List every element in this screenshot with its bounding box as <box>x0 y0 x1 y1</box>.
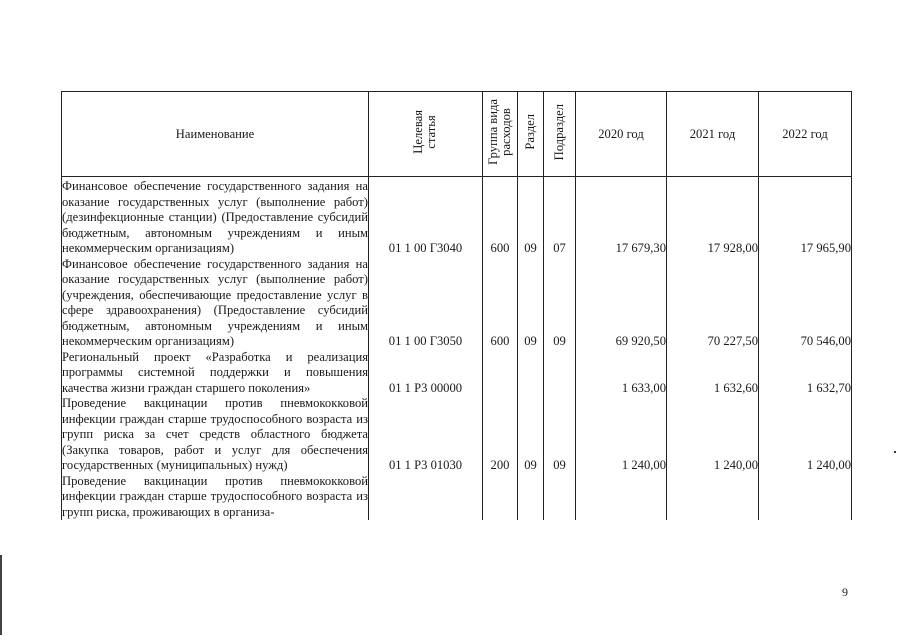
row-target: 01 1 Р3 01030 <box>369 396 483 474</box>
row-name: Финансовое обеспечение государственного задания на оказание государственных услуг (выполнение работ) (учреждения, обеспечивающие предоставление услуг в сфере здравоохранения) (Предоставление субсидий бюджетным, автономным учреждениям и иным некоммерческим организациям) <box>62 256 368 348</box>
row-2021: 1 240,00 <box>667 396 759 474</box>
row-group: 200 <box>483 396 518 474</box>
header-subsection: Подраздел <box>544 92 576 177</box>
row-2022: 1 240,00 <box>759 396 852 474</box>
row-2020: 1 633,00 <box>576 350 667 397</box>
table-row <box>62 474 852 521</box>
row-section <box>518 350 544 397</box>
row-target <box>369 474 483 521</box>
header-2020: 2020 год <box>576 92 667 177</box>
row-subsection <box>544 350 576 397</box>
row-name: Финансовое обеспечение государственного задания на оказание государственных услуг (выполнение работ) (дезинфекционные станции) (Предоставление субсидий бюджетным, автономным учреждениям и иным некоммерческим организациям) <box>62 177 369 257</box>
table-row <box>62 177 852 257</box>
header-2022: 2022 год <box>759 92 852 177</box>
row-group <box>483 474 518 521</box>
header-expense-group: Группа вида расходов <box>483 92 518 177</box>
table-row <box>62 396 852 474</box>
row-section: 09 <box>518 396 544 474</box>
row-section: 09 <box>518 177 544 257</box>
row-subsection: 09 <box>544 257 576 350</box>
row-target: 01 1 00 Г3040 <box>369 177 483 257</box>
budget-table <box>61 91 852 520</box>
header-target-article: Целевая статья <box>369 92 483 177</box>
row-2022: 17 965,90 <box>759 177 852 257</box>
row-name: Проведение вакцинации против пневмококковой инфекции граждан старше трудоспособного возраста из групп риска, проживающих в организа- <box>62 473 368 519</box>
row-subsection <box>544 474 576 521</box>
row-group: 600 <box>483 177 518 257</box>
table-header-row <box>62 92 852 177</box>
row-2021: 17 928,00 <box>667 177 759 257</box>
row-2022 <box>759 474 852 521</box>
header-2021: 2021 год <box>667 92 759 177</box>
row-2021: 70 227,50 <box>667 257 759 350</box>
header-section: Раздел <box>518 92 544 177</box>
scan-edge-mark <box>0 555 2 635</box>
row-2021 <box>667 474 759 521</box>
row-subsection: 09 <box>544 396 576 474</box>
row-name: Региональный проект «Разработка и реализация программы системной поддержки и повышения качества жизни граждан старшего поколения» <box>62 349 368 395</box>
row-2020: 1 240,00 <box>576 396 667 474</box>
row-target: 01 1 Р3 00000 <box>369 350 483 397</box>
table-row <box>62 257 852 350</box>
header-name: Наименование <box>62 92 369 177</box>
row-2022: 70 546,00 <box>759 257 852 350</box>
scan-dot-mark <box>894 451 896 453</box>
table-row <box>62 350 852 397</box>
row-target: 01 1 00 Г3050 <box>369 257 483 350</box>
row-section: 09 <box>518 257 544 350</box>
row-group <box>483 350 518 397</box>
row-name: Проведение вакцинации против пневмококковой инфекции граждан старше трудоспособного возраста из групп риска за счет средств областного бюджета (Закупка товаров, работ и услуг для обеспечения государственных (муниципальных) нужд) <box>62 396 368 472</box>
row-subsection: 07 <box>544 177 576 257</box>
row-2021: 1 632,60 <box>667 350 759 397</box>
row-group: 600 <box>483 257 518 350</box>
page-number: 9 <box>842 585 848 599</box>
row-2020 <box>576 474 667 521</box>
row-2020: 69 920,50 <box>576 257 667 350</box>
row-2020: 17 679,30 <box>576 177 667 257</box>
row-section <box>518 474 544 521</box>
row-2022: 1 632,70 <box>759 350 852 397</box>
